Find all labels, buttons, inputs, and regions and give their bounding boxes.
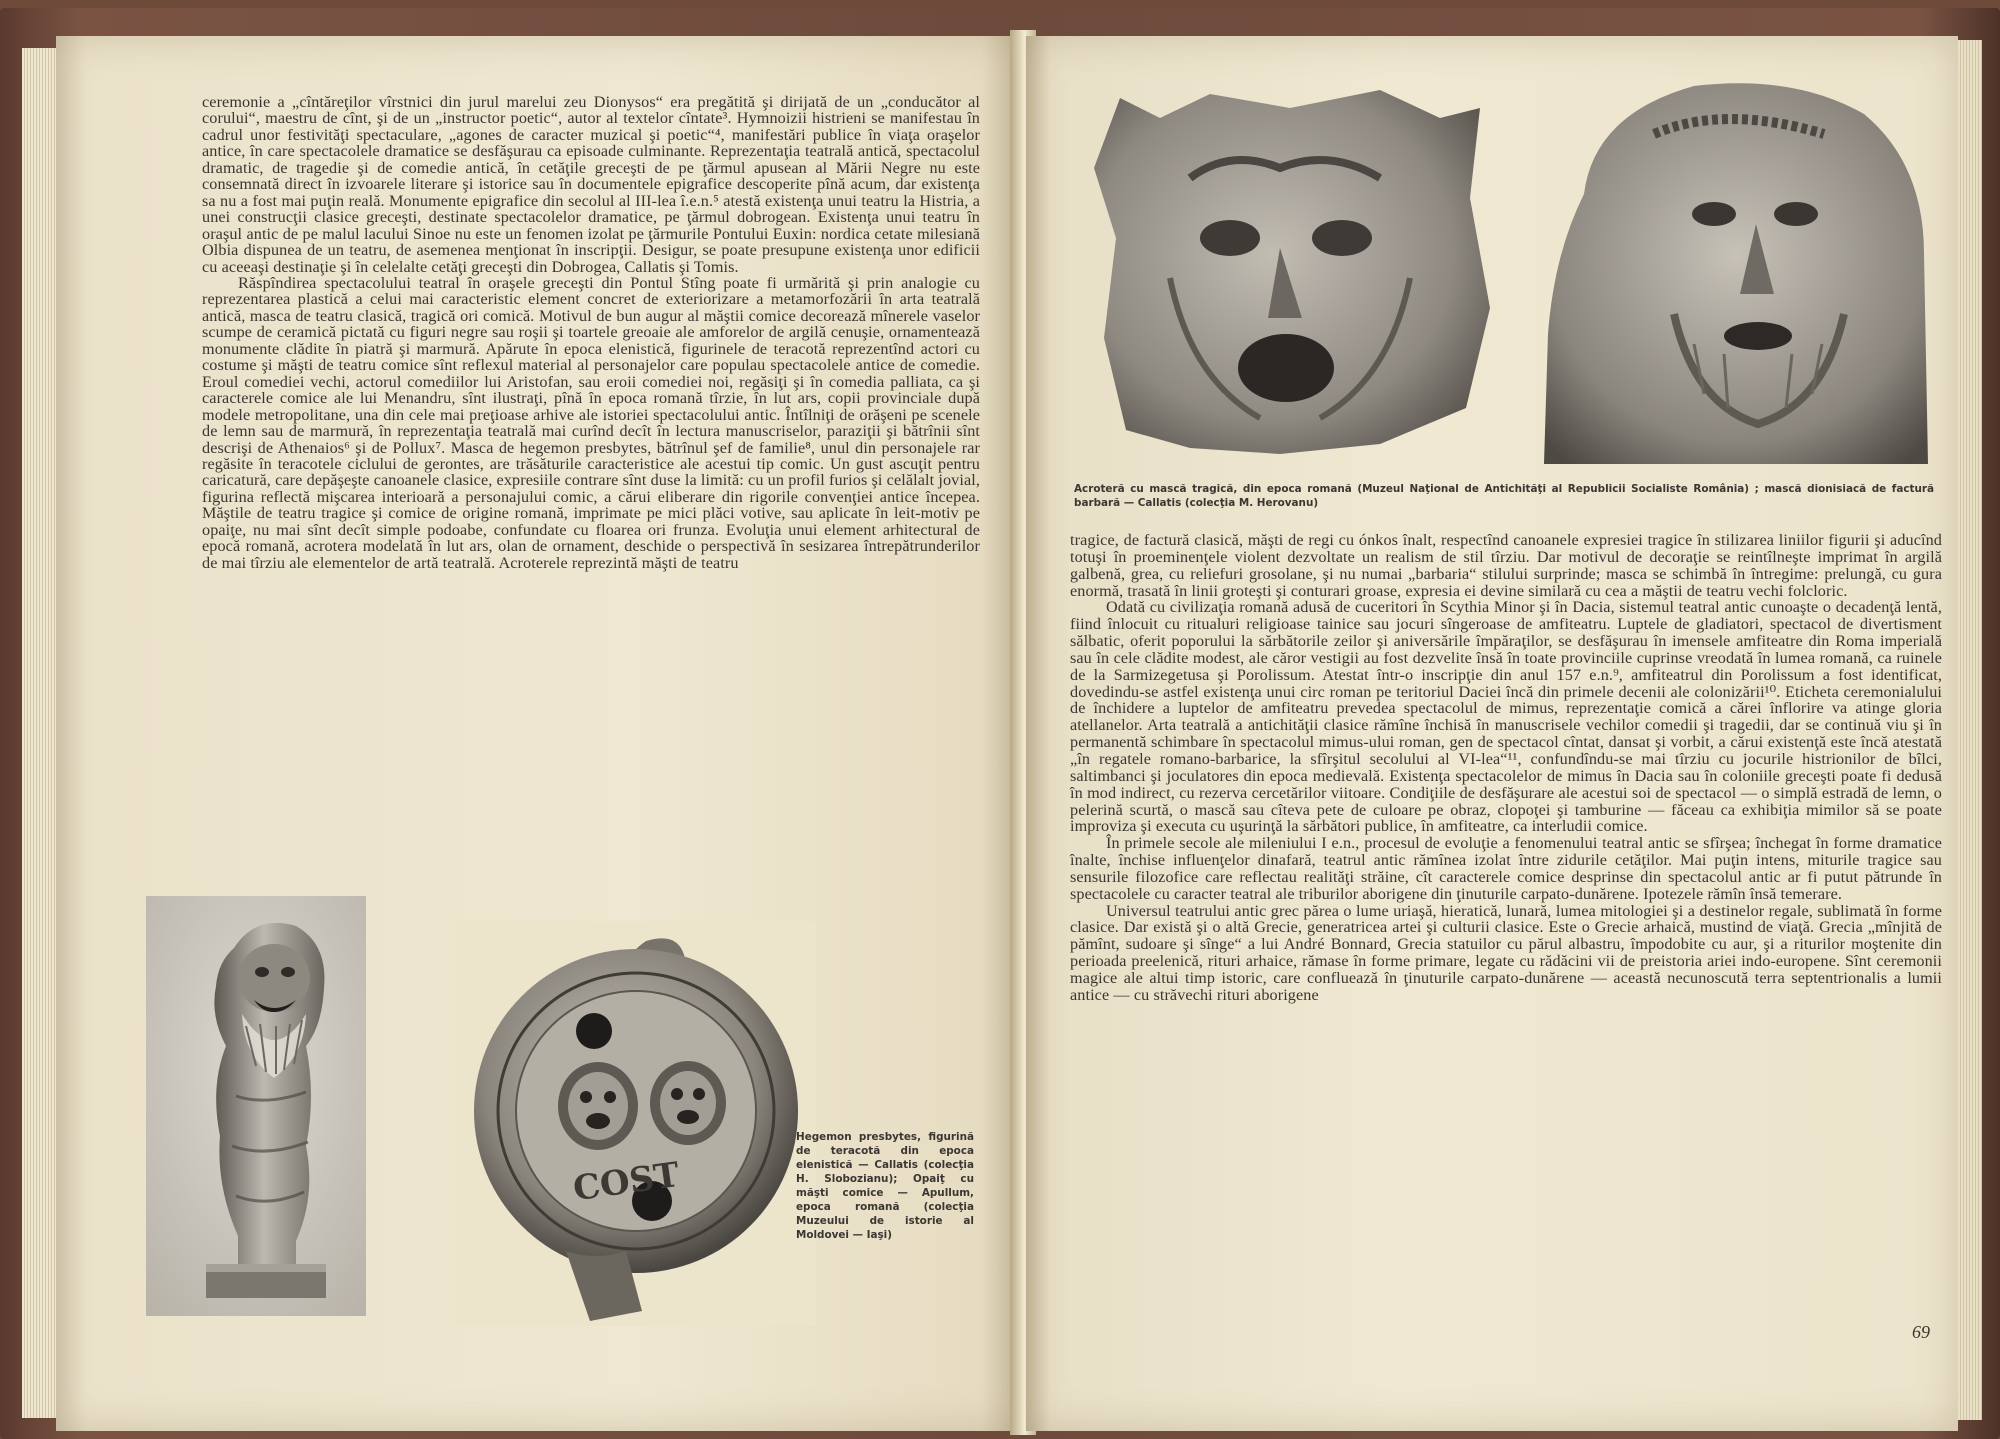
dionysian-mask-photo bbox=[1524, 74, 1934, 468]
oil-lamp-photo bbox=[456, 921, 816, 1326]
right-page-edges bbox=[1958, 40, 1982, 1420]
left-paragraph-1: ceremonie a „cîntăreţilor vîrstnici din jurul marelui zeu Dionysos“ era pregătită şi dirijată de un „conducător al corului“, maestru de cînt, şi de un „instructor poetic“, autor al textelor cîntate³. Hymnoizii histrieni se manifestau în cadrul unor festivităţi spectaculare, „agones de caracter muzical şi poetic“⁴, manifestări publice în viaţa oraşelor antice, în care spectacolele dramatice se desfăşurau ca episoade culminante. Reprezentaţia teatrală antică, spectacolul dramatic, de tragedie şi de comedie antică, în cetăţile greceşti de pe ţărmul apusean al Mării Negre nu este consemnată direct în izvoarele literare şi istorice sau în documentele epigrafice descoperite pînă acum, dar existenţa sa nu a fost mai puţin reală. Monumente epigrafice din secolul al III-lea î.e.n.⁵ atestă existenţa unui teatru la Histria, a unei construcţii clasice greceşti, destinate spectacolelor dramatice, pe ţărmul dobrogean. Existenţa unui teatru în oraşul antic de pe malul lacului Sinoe nu este un fenomen izolat pe ţărmurile Pontului Euxin: nordica cetate milesiană Olbia dispunea de un teatru, de asemenea menţionat în inscripţii. Desigur, se poate presupune existenţa unor edificii cu aceeaşi destinaţie şi în celelalte cetăţi greceşti din Dobrogea, Callatis şi Tomis. bbox=[202, 93, 980, 276]
acroterion-photo bbox=[1080, 78, 1500, 468]
lamp-inscription: COST bbox=[570, 1154, 682, 1210]
right-paragraph-3: În primele secole ale mileniului I e.n., procesul de evoluţie a fenomenului teatral antic se sfîrşea; închegat în forme dramatice înalte, închise influenţelor dinafară, teatrul antic rămînea izolat între zidurile cetăţilor. Mai puţin intens, miturile tragice sau sensurile filozofice care reflectau realităţi străine, cît caracterele comice desprinse din spectacolul antic ar fi putut pătrunde în spectacolele cu caracter teatral ale triburilor aborigene din ţinuturile carpato-dunărene. Ipotezele rămîn însă temerare. bbox=[1070, 834, 1942, 903]
right-page bbox=[1026, 36, 1958, 1431]
left-caption: Hegemon presbytes, figurină de teracotă din epoca elenistică — Callatis (colecţia H. Slobozianu); Opaiţ cu măşti comice — Apullum, epoca romană (colecţia Muzeului de istorie al Moldovei — Iaşi) bbox=[796, 1131, 974, 1241]
figurine-photo bbox=[146, 896, 366, 1316]
right-paragraph-1: tragice, de factură clasică, măşti de regi cu ónkos înalt, respectînd canoanele expresiei tragice în stilizarea liniilor figurii şi aducînd totuşi în proeminenţele violent dezvoltate un realism de stil tîrziu. Dar motivul de decoraţie se reintîlneşte imprimat în argilă galbenă, grea, cu reliefuri grosolane, şi nu numai „barbaria“ stilului surprinde; masca se schimbă în întregime: prelungă, cu gura enormă, trasată în linii groteşti şi conturari groase, expresia ei devine similară cu cea a măştii de teatru vechi folcloric. bbox=[1070, 531, 1942, 600]
left-page-edges bbox=[22, 48, 56, 1418]
right-body-text bbox=[1070, 532, 1942, 1004]
right-paragraph-2: Odată cu civilizaţia romană adusă de cuceritori în Scythia Minor şi în Dacia, sistemul teatral antic cunoaşte o decadenţă lentă, fiind înlocuit cu ritualuri religioase tainice sau jocuri sîngeroase de amfiteatru. Luptele de gladiatori, spectacol de divertisment sălbatic, oferit poporului la sărbătorile zeilor şi aniversările împăraţilor, se desfăşurau în imensele amfiteatre din Roma imperială sau în cele clădite modest, ale căror vestigii au fost dezvelite însă în toate provinciile cuprinse vreodată în lumea romană, ca ruinele de la Sarmizegetusa şi Porolissum. Atestat într-o inscripţie din anul 157 e.n.⁹, amfiteatrul din Porolissum a fost identificat, dovedindu-se astfel existenţa unui circ roman pe teritoriul Daciei încă din primele decenii ale colonizării¹⁰. Eticheta ceremonialului de închidere a luptelor de amfiteatru prevedea spectacolul de mimus, reprezentaţie comică a cărei înflorire va atinge gloria atellanelor. Arta teatrală a antichităţii clasice rămîne închisă în manuscrisele vechilor comedii şi tragedii, dar se continuă viu şi în permanentă schimbare în spectacolul mimus-ului roman, gen de spectacol cîntat, dansat şi vorbit, a cărui existenţă este încă atestată „în regatele romano-barbarice, la sfîrşitul secolului al VI-lea“¹¹, confundîndu-se mai tîrziu cu jocurile histrionilor de bîlci, saltimbanci şi joculatores din epoca medievală. Existenţa spectacolelor de mimus în Dacia sau în coloniile greceşti poate fi dedusă în mod indirect, cu rezerva cercetărilor viitoare. Condiţiile de desfăşurare ale acestui soi de spectacol — o simplă estradă de lemn, o pelerină scurtă, o mască sau cîteva pete de culoare pe obraz, clopoţei şi tamburine — făceau ca exhibiţia mimilor să se poate improviza şi executa cu uşurinţă la sărbători publice, în amfiteatre, ca interludii comice. bbox=[1070, 598, 1942, 836]
right-paragraph-4: Universul teatrului antic grec părea o lume uriaşă, hieratică, lunară, lumea mitologiei şi a destinelor regale, sublimată în forme clasice. Dar există şi o altă Grecie, generatricea artei şi culturii clasice. Este o Grecie arhaică, mustind de viaţă. Grecia „mînjită de pămînt, sudoare şi sînge“ a lui André Bonnard, Grecia statuilor cu părul albastru, împodobite cu aur, şi a riturilor moştenite din perioada preelenică, rituri arhaice, rămase în forme primare, legate cu rădăcini vii de preistoria ariei indo-europene. Sînt ceremonii magice ale altui timp istoric, care confluează în ţinuturile carpato-dunărene — această necunoscută terra septentrionalis a lumii antice — cu străvechi rituri aborigene bbox=[1070, 901, 1942, 1004]
left-page bbox=[56, 36, 1020, 1431]
left-body-text bbox=[202, 94, 980, 571]
left-paragraph-2: Răspîndirea spectacolului teatral în oraşele greceşti din Pontul Stîng poate fi urmărită şi prin analogie cu reprezentarea plastică a celui mai caracteristic element concret de exteriorizare a metamorfozării în arta teatrală antică, masca de teatru clasică, tragică ori comică. Motivul de bun augur al măştii comice decorează mînerele vaselor scumpe de ceramică pictată cu figuri negre sau roşii şi toartele greoaie ale amforelor de argilă cenuşie, ornamentează monumente clădite în piatră şi marmură. Apărute în epoca elenistică, figurinele de teracotă reprezentînd actori cu costume şi măşti de teatru comice sînt reflexul material al personajelor care populau spectacolele antice de comedie. Eroul comediei vechi, actorul comediilor lui Aristofan, sau eroii comediei noi, regăsiţi şi în comedia palliata, ca şi caracterele comice ale lui Menandru, sînt ilustraţi, pînă în epoca romană tîrzie, în lut ars, copii provinciale după modele metropolitane, una din cele mai preţioase arhive ale istoriei spectacolului antic. Întîlniţi de orăşeni pe scenele de lemn sau de marmură, în reprezentaţia teatrală mai curînd decît în lectura manuscriselor, paraziţii şi bătrînii sînt descrişi de Athenaios⁶ şi de Pollux⁷. Masca de hegemon presbytes, bătrînul şef de familie⁸, unul din personajele rar regăsite în teracotele ciclului de gerontes, are trăsăturile caracteristice ale acestui tip comic. Un gust ascuţit pentru caricatură, care depăşeşte canoanele clasice, expresiile contrare sînt duse la limită: cu un profil furios şi celălalt jovial, figurina reflectă mişcarea interioară a personajului comic, a cărui eliberare din rigorile convenţiei antice începea. Măştile de teatru tragice şi comice de origine romană, imprimate pe mici plăci votive, sau aplicate în leit-motiv pe opaiţe, nu mai sînt decît simple podoabe, confundate cu floarea ori frunza. Evoluţia unui element arhitectural de epocă romană, acrotera modelată în lut ars, olan de ornament, deschide o perspectivă în sesizarea întrepătrunderilor de mai tîrziu ale elementelor de artă teatrală. Acroterele reprezintă măşti de teatru bbox=[202, 273, 980, 572]
page-number: 69 bbox=[1912, 1322, 1930, 1342]
right-caption: Acroteră cu mască tragică, din epoca romană (Muzeul Naţional de Antichităţi al Republicii Socialiste România) ; mască dionisiacă de factură barbară — Callatis (colecţia M. Herovanu) bbox=[1074, 483, 1934, 509]
